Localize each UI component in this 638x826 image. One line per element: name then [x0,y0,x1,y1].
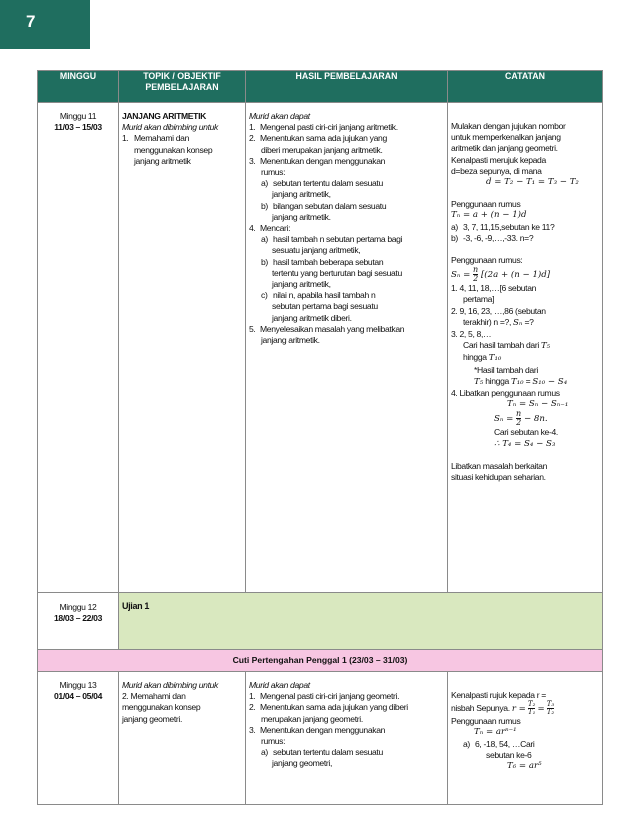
topic-cell [119,103,246,593]
outcome-line: nilai n, apabila hasil tambah n [273,290,376,301]
header-row [38,71,603,103]
formula-nth-term: Tₙ = a + (n − 1)d [451,210,527,221]
note-line: Kenalpasti rujuk kepada r = [451,690,546,700]
outcome-intro: Murid akan dapat [249,111,310,121]
note-line: untuk memperkenalkan janjang [451,132,561,143]
outcome-line: sebutan tertentu dalam sesuatu [273,178,383,189]
note-line: Cari sebutan ke-4. [494,427,558,438]
note-line: d=beza sepunya, di mana [451,165,542,176]
note-line: 2. 9, 16, 23, …,86 (sebutan [451,305,546,316]
formula-sum [451,266,599,283]
topic-intro: Murid akan dibimbing untuk [122,680,218,690]
fraction-numerator: T₂ [527,700,536,709]
note-part: hingga [463,352,489,363]
outcome-line: Menyelesaikan masalah yang melibatkan [260,323,405,334]
formula-part: Sₙ = [494,414,514,425]
note-line: Penggunaan rumus [451,716,521,727]
fraction-denominator: 2 [473,274,479,284]
week-label: Minggu 12 [59,602,97,612]
note-part: Cari hasil tambah dari [463,340,541,351]
note-line: sebutan ke-6 [486,749,532,760]
outcome-cell: Murid akan dapat 1. Mengenal pasti ciri-ciri janjang geometri. 2. Menentukan sama ada jujukan yang diberi merupakan janjang geometri. 3. Menentukan dengan menggunakan rumus: a) sebutan tertentu dalam sesuatu janjang geometri, [246,672,448,805]
note-part: Sₙ [513,317,523,328]
formula-part: [(2a + (n − 1)d] [480,270,551,281]
outcome-line: sesuatu janjang aritmetik, [272,245,361,256]
table-row-minggu-12 [38,593,603,650]
header-topik [119,71,246,103]
notes-cell: Kenalpasti rujuk kepada r = nisbah Sepunya. r = $\frac{\text{T₂}}{\text{T₁}}$ = $\frac{\text{T₃}}{\text{T₂}}$ Penggunaan rumus Tₙ = arⁿ⁻¹ a) 6, -18, 54, …Cari sebutan ke-6 T₆ = ar⁵ [448,672,603,805]
week-label: Minggu 11 [59,111,97,121]
topic-cell [119,672,246,805]
formula-geometric-term: Tₙ = arⁿ⁻¹ [474,727,517,738]
note-part: S₁₀ − S₄ [532,376,568,387]
outcome-line: Menentukan dengan menggunakan [260,724,386,735]
topic-line: menggunakan konsep [122,702,201,713]
outcome-line: janjang aritmetik, [272,189,331,200]
formula-part: − 8n. [523,414,548,425]
formula-fourth-term: ∴ T₄ = S₄ − S₃ [494,438,556,449]
note-line [451,317,599,329]
note-part: T₅ [540,341,551,352]
fraction [516,410,521,427]
week-cell [38,593,119,650]
exam-label: Ujian 1 [119,593,603,650]
header-minggu: MINGGU [38,71,119,103]
formula-part: Sₙ = [451,270,471,281]
note-part: T₅ [474,376,484,387]
note-line: aritmetik dan janjang geometri. [451,143,558,154]
list-number: 1. [122,133,129,144]
note-line: situasi kehidupan seharian. [451,472,546,483]
formula-part: = [537,703,545,714]
header-topik-line1: TOPIK / OBJEKTIF [143,71,221,81]
topic-line: janjang geometri. [122,713,182,724]
outcome-line: janjang aritmetik, [272,279,331,290]
fraction [547,701,554,716]
outcome-line: diberi merupakan janjang aritmetik. [261,144,383,155]
fraction-numerator: n [516,409,522,419]
topic-line: janjang aritmetik [134,155,191,166]
outcome-line: tertentu yang berturutan bagi sesuatu [272,267,402,278]
note-line: Penggunaan rumus [451,199,521,210]
week-dates: 18/03 – 22/03 [53,613,102,624]
note-line [451,340,599,352]
formula-sixth-term: T₆ = ar⁵ [507,761,542,772]
outcome-line: Menentukan sama ada jujukan yang diberi [260,702,408,713]
header-catatan: CATATAN [448,71,603,103]
topic-title: JANJANG ARITMETIK [122,111,206,121]
note-line: pertama] [463,294,495,305]
table-row-holiday [38,650,603,672]
lesson-plan-table [37,70,603,805]
note-line [451,352,599,364]
outcome-line: rumus: [261,736,286,747]
fraction-denominator: T₁ [527,708,536,717]
formula-term-from-sum: Tₙ = Sₙ − Sₙ₋₁ [507,399,569,410]
formula-common-difference: d = T₂ − T₁ = T₃ − T₂ [486,177,579,188]
outcome-line: rumus: [261,167,286,178]
outcome-line: Mencari: [260,223,291,234]
outcome-line: janjang geometri, [272,758,332,769]
formula-sum-given [451,410,599,427]
note-line: Kenalpasti merujuk kepada [451,154,546,165]
outcome-line: Mengenal pasti ciri-ciri janjang aritmetik. [260,122,398,133]
topic-intro: Murid akan dibimbing untuk [122,122,218,133]
outcome-line: Menentukan dengan menggunakan [260,155,386,166]
fraction-denominator: 2 [516,418,522,428]
note-line: Mulakan dengan jujukan nombor [451,121,566,131]
fraction [528,701,535,716]
outcome-line: janjang aritmetik diberi. [272,312,352,323]
note-line: 1. 4, 11, 18,…[6 sebutan [451,283,537,294]
topic-line: 2. Memahami dan [122,691,186,702]
table-row-minggu-13 [38,672,603,805]
header-topik-line2: PEMBELAJARAN [145,81,219,92]
note-part: = [523,375,533,386]
week-dates: 01/04 – 05/04 [53,691,102,702]
note-part: hingga [483,375,511,386]
note-part: =? [522,316,534,327]
fraction [473,266,478,283]
note-part: terakhir) n =?, [463,316,514,327]
note-line: Penggunaan rumus: [451,255,523,266]
page-number: 7 [26,12,36,31]
page-number-badge [0,0,90,49]
outcome-line: sebutan tertentu dalam sesuatu [273,747,383,758]
outcome-line: merupakan janjang geometri. [261,713,363,724]
note-part: nisbah Sepunya. [451,702,512,713]
note-line: 4. Libatkan penggunaan rumus [451,388,560,399]
formula-part: r = [511,703,526,714]
note-line: *Hasil tambah dari [474,364,538,375]
outcome-line: hasil tambah n sebutan pertama bagi [273,234,403,245]
outcome-line: hasil tambah beberapa sebutan [273,256,384,267]
week-cell [38,672,119,805]
week-label: Minggu 13 [59,680,97,690]
fraction-numerator: T₃ [546,700,555,709]
note-line: Libatkan masalah berkaitan [451,460,548,471]
outcome-cell: Murid akan dapat 1. Mengenal pasti ciri-ciri janjang aritmetik. 2. Menentukan sama ada jujukan yang diberi merupakan janjang aritmetik. 3. Menentukan dengan menggunakan rumus: a) sebutan tertentu dalam sesuatu janjang aritmetik, b) bilangan sebutan dalam sesuatu janjang aritmetik. 4. Mencari: a) hasil tambah n sebutan pertama bagi sesuatu janjang aritmetik, b) hasil tambah beberapa sebutan tertentu yang berturutan bagi sesuatu janjang aritmetik, c) nilai n, apabila hasil tambah n sebutan pertama bagi sesuatu janjang aritmetik diberi. 5. Menyelesaikan masalah yang melibatkan janjang aritmetik. [246,103,448,593]
note-line: -3, -6, -9,…,-33. n=? [463,232,534,243]
holiday-label: Cuti Pertengahan Penggal 1 (23/03 – 31/03) [38,650,603,672]
notes-cell: Mulakan dengan jujukan nombor untuk memperkenalkan janjang aritmetik dan janjang geometri. Kenalpasti merujuk kepada d=beza sepunya, di mana d = T₂ − T₁ = T₃ − T₂ Penggunaan rumus Tₙ = a + (n − 1)d a) 3, 7, 11,15,sebutan ke 11? b) -3, -6, -9,…,-33. n=? Penggunaan rumus: Sₙ = $\frac{n}{2}$ [(2a + (n − 1)d] 1. 4, 11, 18,…[6 sebutan pertama] 2. 9, 16, 23, …,86 (sebutan terakhir) n =?, Sₙ =? 3. 2, 5, 8,… Cari hasil tambah dari T₅ hingga T₁₀ *Hasil tambah dari T₅ hingga T₁₀ = S₁₀ − S₄ 4. Libatkan penggunaan rumus Tₙ = Sₙ − Sₙ₋₁ Sₙ = $\frac{n}{2}$ − 8n. Cari sebutan ke-4. ∴ T₄ = S₄ − S₃ Libatkan masalah berkaitan situasi kehidupan seharian. [448,103,603,593]
note-part: T₁₀ [488,353,502,364]
topic-line: Memahami dan [134,133,190,144]
note-line [451,701,599,716]
note-line: 6, -18, 54, …Cari [475,738,535,749]
week-dates: 11/03 – 15/03 [54,122,102,133]
outcome-line: Mengenal pasti ciri-ciri janjang geometri. [260,691,400,702]
outcome-line: bilangan sebutan dalam sesuatu [273,200,387,211]
fraction-denominator: T₂ [546,708,555,717]
outcome-line: janjang aritmetik. [261,335,320,346]
outcome-intro: Murid akan dapat [249,680,310,690]
week-cell [38,103,119,593]
header-hasil: HASIL PEMBELAJARAN [246,71,448,103]
note-line: 3. 2, 5, 8,… [451,329,492,340]
note-line: 3, 7, 11,15,sebutan ke 11? [463,221,555,232]
outcome-line: Menentukan sama ada jujukan yang [260,133,387,144]
topic-line: menggunakan konsep [134,144,213,155]
outcome-line: janjang aritmetik. [272,211,331,222]
note-part: T₁₀ [510,376,524,387]
table-row-minggu-11 [38,103,603,593]
note-line [451,376,599,388]
fraction-numerator: n [473,265,479,275]
outcome-line: sebutan pertama bagi sesuatu [272,301,378,312]
